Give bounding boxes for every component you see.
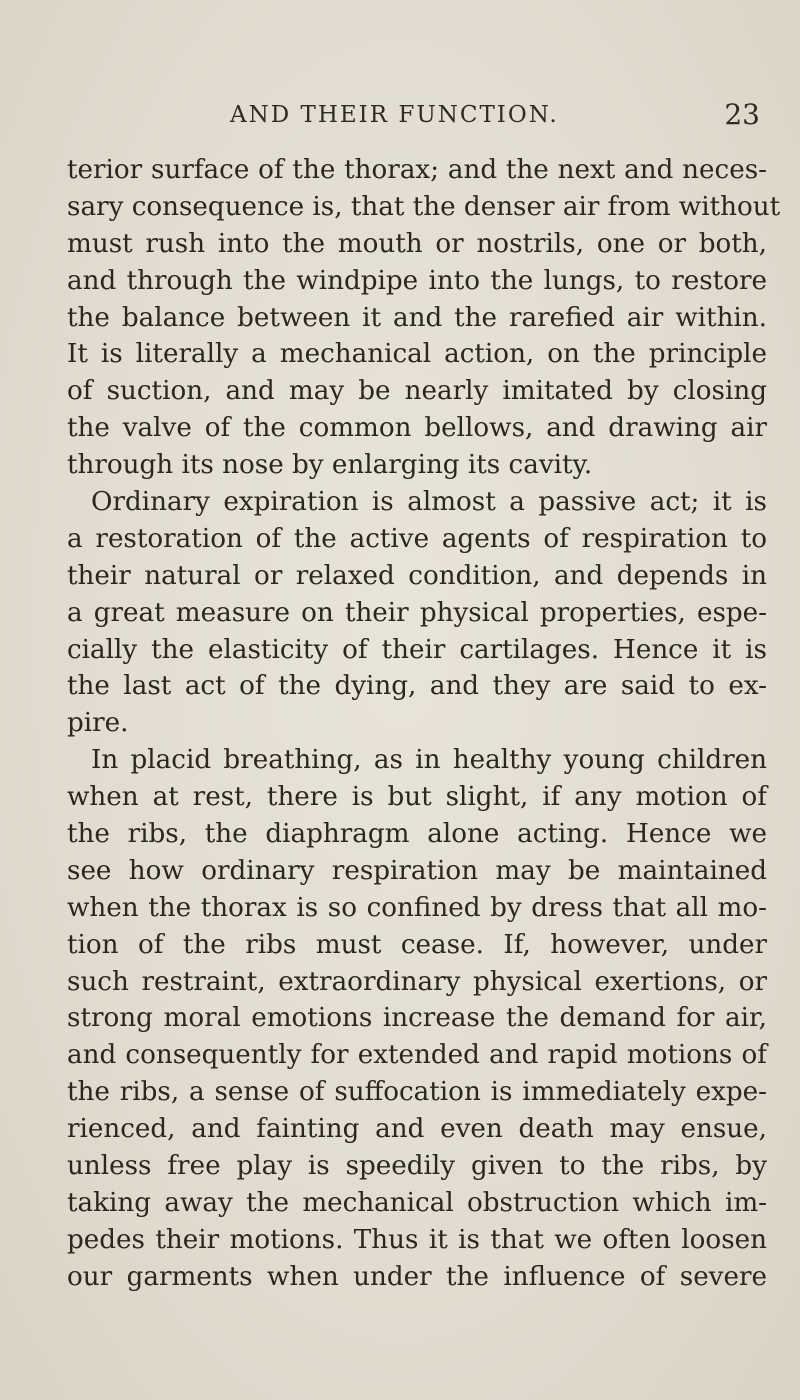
body-text [67,152,781,1296]
text-line: through its nose by enlarging its cavity. [67,450,593,481]
text-line: the balance between it and the rarefied air within. [67,302,767,333]
text-line: strong moral emotions increase the demand for air, [67,1003,767,1034]
text-line: unless free play is speedily given to the ribs, by [67,1151,767,1182]
running-head [220,96,760,136]
running-title: AND THEIR FUNCTION. [230,102,559,128]
text-line: the ribs, a sense of suffocation is immediately expe- [67,1077,767,1108]
paragraph-start-line: In placid breathing, as in healthy young children [91,745,767,776]
text-line: such restraint, extraordinary physical exertions, or [67,966,767,997]
text-line: the ribs, the diaphragm alone acting. Hence we [67,819,767,850]
text-line: see how ordinary respiration may be maintained [67,855,767,886]
text-line: terior surface of the thorax; and the next and neces- [67,155,767,185]
text-line: and through the windpipe into the lungs, to restore [67,265,767,296]
text-line: the last act of the dying, and they are said to ex- [67,671,767,702]
text-line: taking away the mechanical obstruction which im- [67,1187,767,1218]
paragraph-start-line: Ordinary expiration is almost a passive act; it is [91,487,767,518]
text-line: sary consequence is, that the denser air from without [67,191,781,222]
text-line: their natural or relaxed condition, and depends in [67,560,767,591]
text-line: must rush into the mouth or nostrils, one or both, [67,228,767,259]
text-line: of suction, and may be nearly imitated by closing [67,376,767,407]
text-line: rienced, and fainting and even death may ensue, [67,1114,767,1145]
text-line: a restoration of the active agents of respiration to [67,523,767,554]
text-line: tion of the ribs must cease. If, however, under [67,929,767,960]
text-line: and consequently for extended and rapid motions of [67,1040,767,1071]
page-number: 23 [724,98,760,131]
text-line: cially the elasticity of their cartilages. Hence it is [67,634,767,665]
text-line: when the thorax is so confined by dress that all mo- [67,892,767,923]
text-line: the valve of the common bellows, and drawing air [67,413,767,444]
text-line: pedes their motions. Thus it is that we often loosen [67,1224,767,1255]
text-line: our garments when under the influence of severe [67,1261,767,1292]
text-line: pire. [67,708,129,739]
text-line: It is literally a mechanical action, on the principle [67,339,767,370]
text-line: a great measure on their physical properties, espe- [67,597,767,628]
text-line: when at rest, there is but slight, if any motion of [67,782,767,813]
